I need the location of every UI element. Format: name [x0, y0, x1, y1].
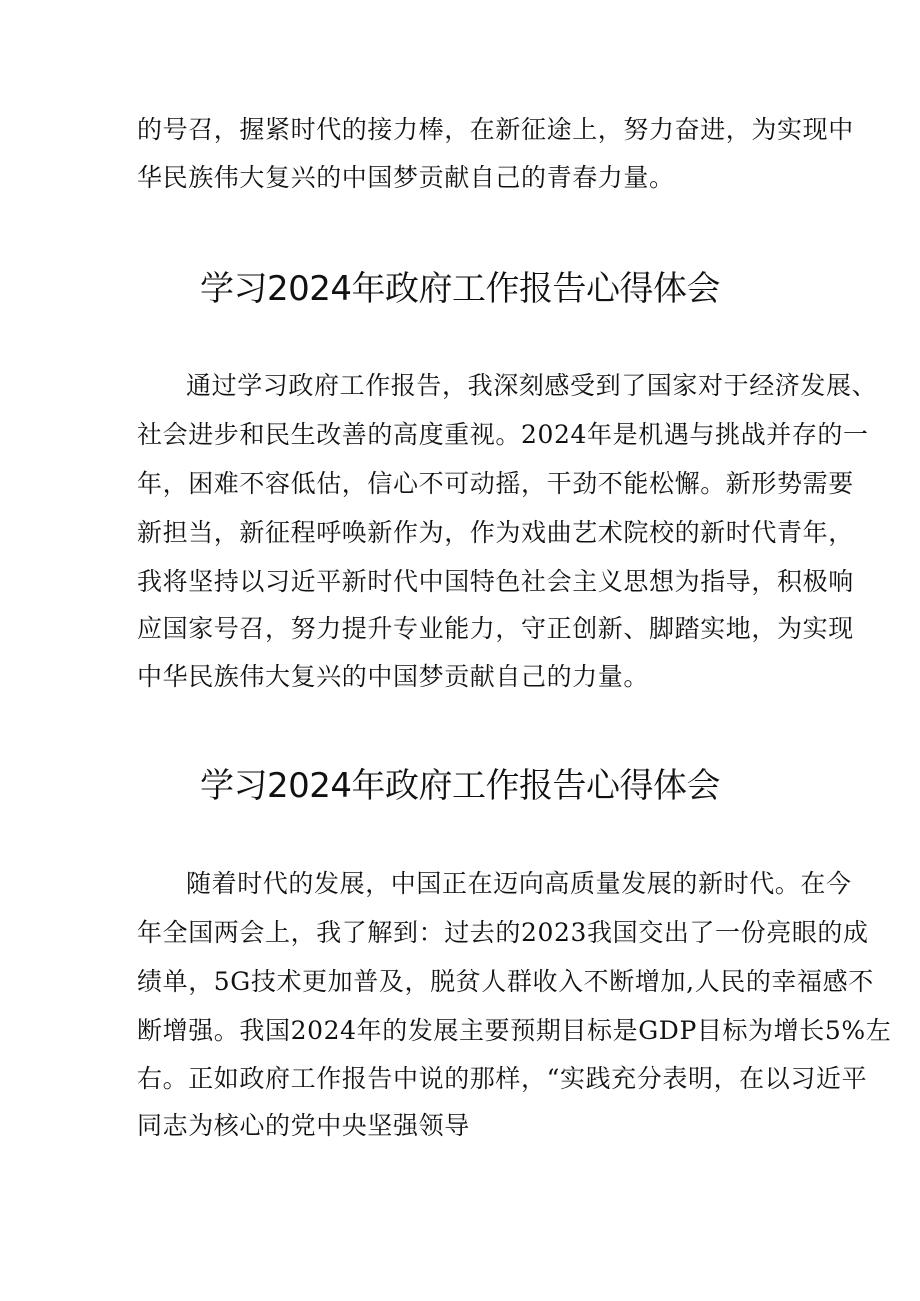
section-title: 学习2024年政府工作报告心得体会: [199, 766, 721, 806]
paragraph-line: 社会进步和民生改善的高度重视。2024年是机遇与挑战并存的一: [137, 420, 869, 449]
paragraph-line: 年，困难不容低估，信心不可动摇，干劲不能松懈。新形势需要: [137, 469, 854, 498]
section-title: 学习2024年政府工作报告心得体会: [199, 269, 721, 309]
paragraph-line: 绩单，5G技术更加普及，脱贫人群收入不断增加,人民的幸福感不: [137, 967, 874, 996]
intro-line: 的号召，握紧时代的接力棒，在新征途上，努力奋进，为实现中: [137, 115, 854, 144]
paragraph-line: 中华民族伟大复兴的中国梦贡献自己的力量。: [137, 662, 650, 691]
intro-line: 华民族伟大复兴的中国梦贡献自己的青春力量。: [137, 163, 675, 192]
paragraph-line: 应国家号召，努力提升专业能力，守正创新、脚踏实地，为实现: [137, 614, 854, 643]
paragraph-line: 新担当，新征程呼唤新作为，作为戏曲艺术院校的新时代青年，: [137, 518, 854, 547]
paragraph-line: 右。正如政府工作报告中说的那样，“实践充分表明，在以习近平: [137, 1064, 868, 1093]
paragraph-line: 随着时代的发展，中国正在迈向高质量发展的新时代。在今: [186, 869, 852, 898]
paragraph-line: 通过学习政府工作报告，我深刻感受到了国家对于经济发展、: [186, 371, 878, 400]
paragraph-line: 年全国两会上，我了解到：过去的2023我国交出了一份亮眼的成: [137, 918, 869, 947]
paragraph-line: 断增强。我国2024年的发展主要预期目标是GDP目标为增长5%左: [137, 1016, 892, 1045]
paragraph-line: 同志为核心的党中央坚强领导: [137, 1111, 470, 1140]
paragraph-line: 我将坚持以习近平新时代中国特色社会主义思想为指导，积极响: [137, 567, 854, 596]
